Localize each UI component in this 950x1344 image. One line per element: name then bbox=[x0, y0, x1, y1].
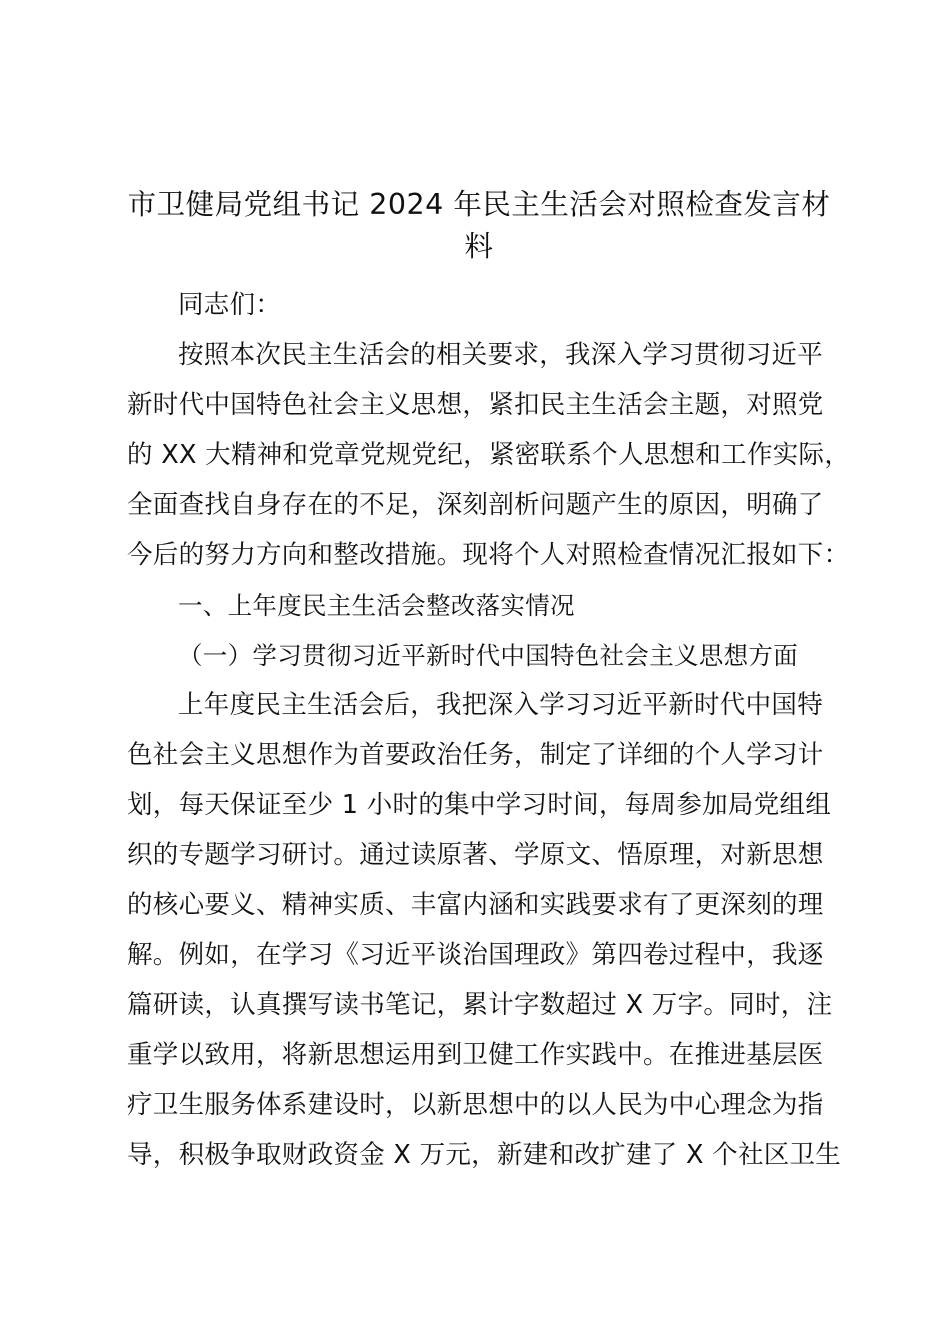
paragraph-line: 今后的努力方向和整改措施。现将个人对照检查情况汇报如下： bbox=[127, 540, 850, 570]
paragraph-line: 新时代中国特色社会主义思想，紧扣民主生活会主题，对照党 bbox=[127, 390, 824, 420]
paragraph-line: 的 XX 大精神和党章党规党纪，紧密联系个人思想和工作实际， bbox=[127, 440, 851, 470]
salutation: 同志们： bbox=[178, 290, 282, 320]
paragraph-line: 解。例如，在学习《习近平谈治国理政》第四卷过程中，我逐 bbox=[127, 940, 824, 970]
subsection-heading: （一）学习贯彻习近平新时代中国特色社会主义思想方面 bbox=[178, 641, 798, 670]
title-line-1: 市卫健局党组书记 2024 年民主生活会对照检查发言材 bbox=[127, 188, 831, 221]
paragraph-line: 篇研读，认真撰写读书笔记，累计字数超过 X 万字。同时，注 bbox=[127, 990, 833, 1020]
paragraph-line: 疗卫生服务体系建设时，以新思想中的以人民为中心理念为指 bbox=[127, 1090, 824, 1120]
section-heading: 一、上年度民主生活会整改落实情况 bbox=[178, 591, 575, 620]
paragraph-line: 色社会主义思想作为首要政治任务，制定了详细的个人学习计 bbox=[127, 740, 824, 770]
paragraph-line: 的核心要义、精神实质、丰富内涵和实践要求有了更深刻的理 bbox=[127, 890, 824, 920]
title-line-2: 料 bbox=[464, 230, 494, 263]
paragraph-line: 上年度民主生活会后，我把深入学习习近平新时代中国特 bbox=[178, 690, 824, 720]
paragraph-line: 全面查找自身存在的不足，深刻剖析问题产生的原因，明确了 bbox=[127, 490, 824, 520]
document-title bbox=[120, 184, 838, 268]
paragraph-line: 划，每天保证至少 1 小时的集中学习时间，每周参加局党组组 bbox=[127, 790, 832, 820]
paragraph-line: 导，积极争取财政资金 X 万元，新建和改扩建了 X 个社区卫生 bbox=[127, 1140, 842, 1170]
paragraph-line: 重学以致用，将新思想运用到卫健工作实践中。在推进基层医 bbox=[127, 1040, 824, 1070]
paragraph-line: 按照本次民主生活会的相关要求，我深入学习贯彻习近平 bbox=[178, 340, 824, 370]
paragraph-line: 织的专题学习研讨。通过读原著、学原文、悟原理，对新思想 bbox=[127, 840, 824, 870]
